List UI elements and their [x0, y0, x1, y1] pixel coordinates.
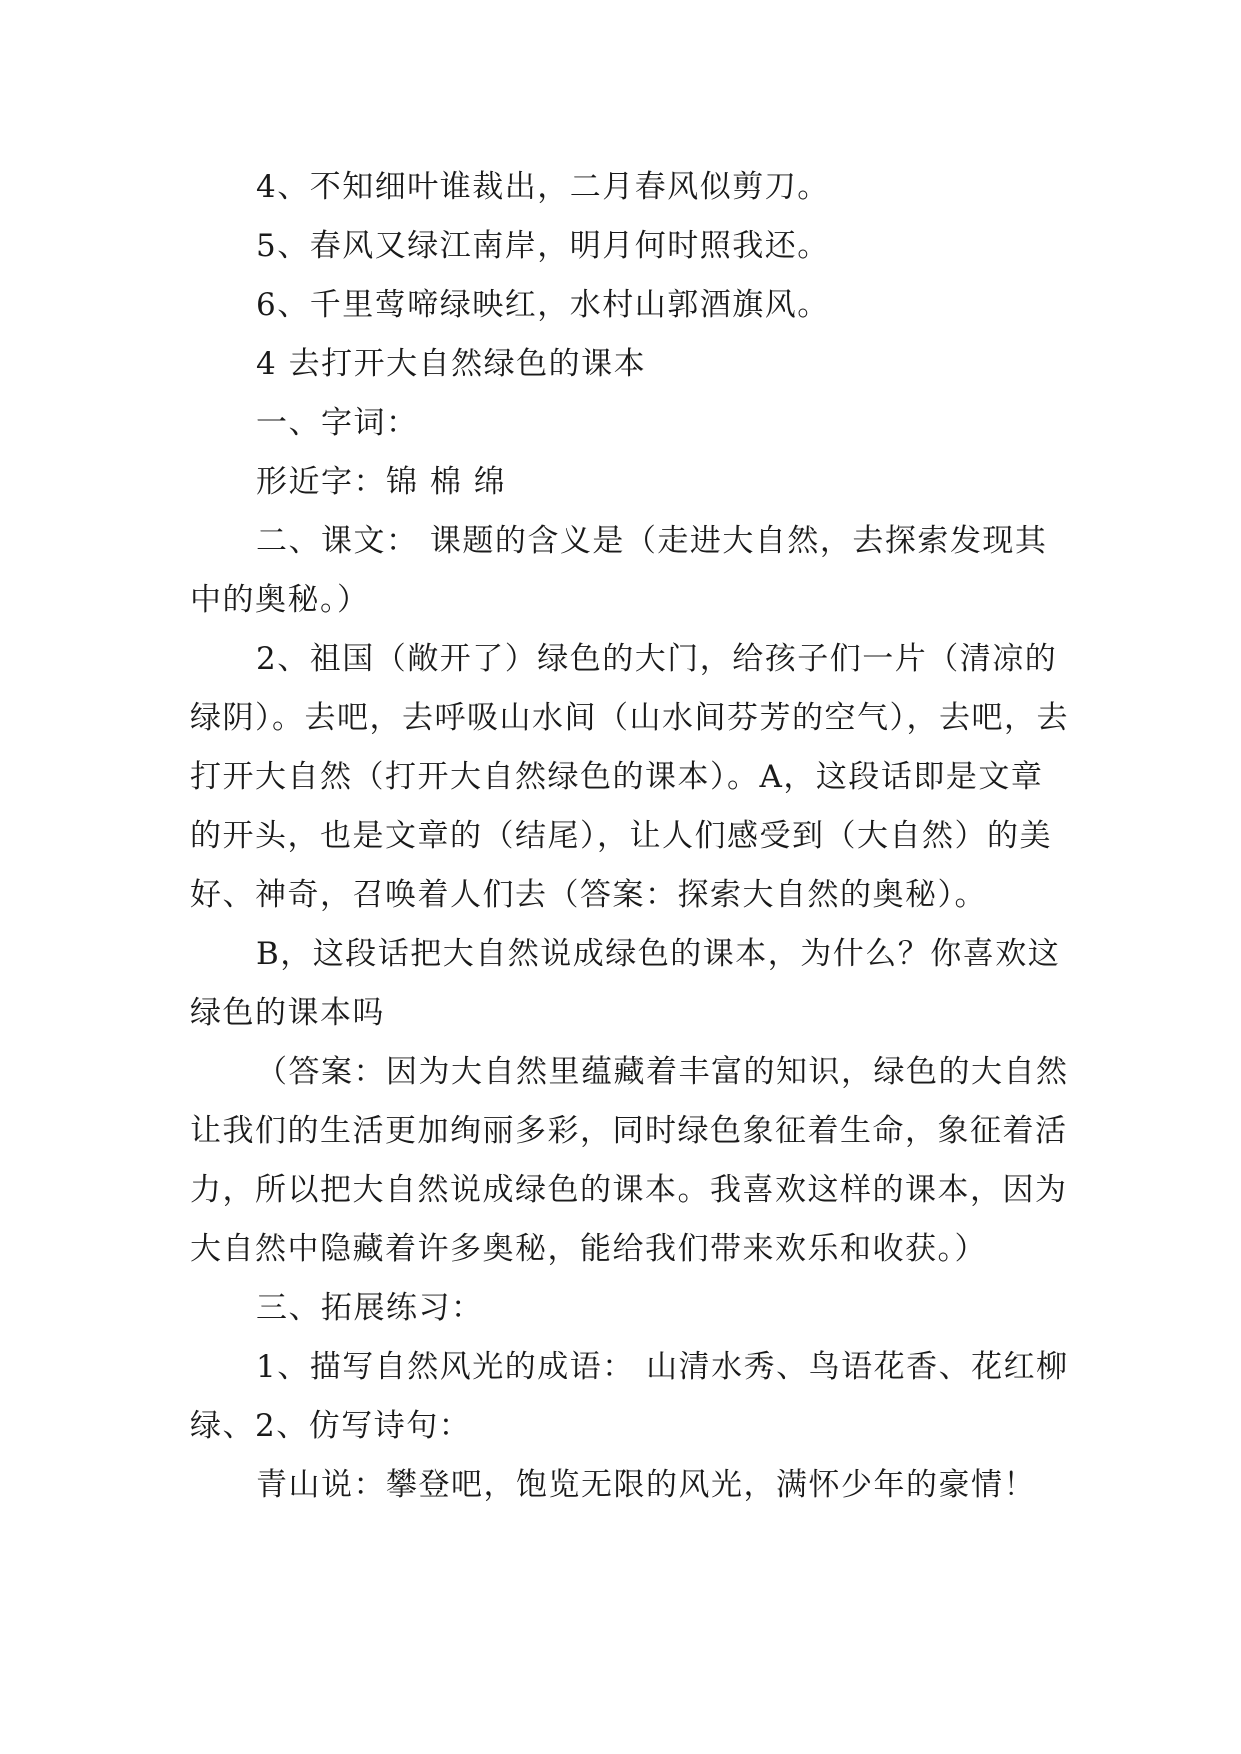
paragraph-answer: （答案：因为大自然里蕴藏着丰富的知识，绿色的大自然让我们的生活更加绚丽多彩，同时绿色象征着生命，象征着活力，所以把大自然说成绿色的课本。我喜欢这样的课本，因为大自然中隐藏着许多奥秘，能给我们带来欢乐和收获。）: [190, 1054, 1069, 1267]
similar-characters: 形近字：锦 棉 绵: [256, 464, 507, 500]
imitation-poem-line: 青山说：攀登吧，饱览无限的风光，满怀少年的豪情！: [256, 1467, 1036, 1503]
paragraph-question-b: B，这段话把大自然说成绿色的课本，为什么？你喜欢这绿色的课本吗: [190, 936, 1061, 1031]
section-heading-exercises: 三、拓展练习：: [256, 1290, 484, 1326]
exercise-idioms: 1、描写自然风光的成语： 山清水秀、鸟语花香、花红柳绿、2、仿写诗句：: [190, 1349, 1069, 1444]
poem-line-6: 6、千里莺啼绿映红，水村山郭酒旗风。: [256, 287, 830, 323]
section-heading-vocabulary: 一、字词：: [256, 405, 419, 441]
poem-line-5: 5、春风又绿江南岸，明月何时照我还。: [256, 228, 830, 264]
paragraph-question-2: 2、祖国（敞开了）绿色的大门，给孩子们一片（清凉的绿阴）。去吧，去呼吸山水间（山水间芬芳的空气），去吧，去打开大自然（打开大自然绿色的课本）。A，这段话即是文章的开头，也是文章的（结尾），让人们感受到（大自然）的美好、神奇，召唤着人们去（答案：探索大自然的奥秘）。: [190, 641, 1069, 913]
lesson-title: 4 去打开大自然绿色的课本: [256, 346, 647, 382]
poem-line-4: 4、不知细叶谁裁出，二月春风似剪刀。: [256, 169, 830, 205]
document-body: [190, 158, 1075, 1515]
section-text-meaning: 二、课文： 课题的含义是（走进大自然，去探索发现其中的奥秘。）: [190, 523, 1048, 618]
